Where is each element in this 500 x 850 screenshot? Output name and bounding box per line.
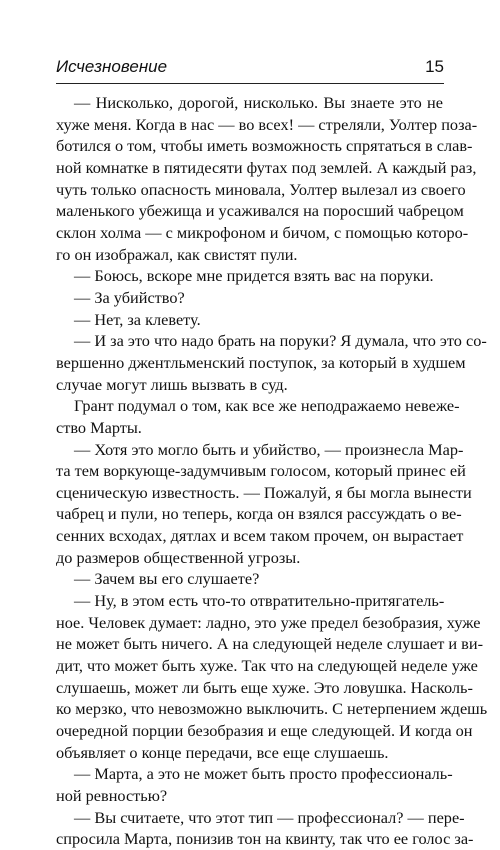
text-line: — Хотя это могло быть и убийство, — произнесла Мар- (74, 439, 464, 459)
text-line: — Вы считаете, что этот тип — профессионал? — пере- (74, 807, 465, 827)
running-title: Исчезновение (56, 57, 168, 76)
text-line: ное. Человек думает: ладно, это уже предел безобразия, хуже (56, 612, 481, 632)
text-line: го он изображал, как свистят пули. (56, 244, 298, 264)
text-line: склон холма — с микрофоном и бичом, с помощью которо- (56, 222, 469, 242)
text-line: — Нет, за клевету. (74, 309, 201, 329)
text-line: хуже меня. Когда в нас — во всех! — стреляли, Уолтер поза- (56, 114, 478, 134)
body-text (56, 92, 488, 850)
text-line: сценическую известность. — Пожалуй, я бы могла вынести (56, 482, 472, 502)
text-line: ко мерзко, что невозможно выключить. С нетерпением ждешь (56, 699, 488, 719)
text-line: та тем воркующе-задумчивым голосом, который принес ей (56, 461, 466, 481)
header-rule (56, 83, 444, 84)
text-line: вершенно джентльменский поступок, за который в худшем (56, 352, 466, 372)
page-number: 15 (425, 57, 444, 76)
running-header (56, 57, 444, 81)
text-line: ной ревностью? (56, 786, 168, 805)
text-line: — Ну, в этом есть что-то отвратительно-притягатель- (74, 591, 445, 611)
text-line: — И за это что надо брать на поруки? Я думала, что это со- (74, 331, 487, 351)
text-line: ство Марты. (56, 417, 142, 437)
text-line: очередной порции безобразия и еще следующей. И когда он (56, 721, 473, 741)
text-line: — Боюсь, вскоре мне придется взять вас на поруки. (74, 266, 434, 286)
text-line: чуть только опасность миновала, Уолтер вылезал из своего (56, 179, 466, 199)
text-line: не может быть ничего. А на следующей неделе слушает и ви- (56, 634, 483, 654)
text-line: слушаешь, может ли быть еще хуже. Это ловушка. Насколь- (56, 677, 473, 697)
text-line: сенних всходах, дятлах и всем таком прочем, он вырастает (56, 526, 464, 546)
text-line: чабрец и пули, но теперь, когда он взялся рассуждать о ве- (56, 504, 462, 524)
text-line: ной комнатке в пятидесяти футах под землей. А каждый раз, (56, 157, 477, 177)
text-line: — За убийство? (74, 287, 185, 307)
text-line: дит, что может быть хуже. Так что на следующей неделе уже (56, 656, 478, 676)
text-line: случае могут лишь вызвать в суд. (56, 374, 288, 394)
text-line: до размеров общественной угрозы. (56, 547, 301, 567)
text-line: — Зачем вы его слушаете? (74, 569, 260, 589)
text-line: спросила Марта, понизив тон на квинту, так что ее голос за- (56, 829, 474, 849)
text-line: ботился о том, чтобы иметь возможность спрятаться в слав- (56, 136, 473, 156)
text-line: Грант подумал о том, как все же неподражаемо невеже- (74, 396, 460, 416)
text-line: объявляет о конце передачи, все еще слушаешь. (56, 742, 389, 762)
text-line: — Нисколько, дорогой, нисколько. Вы знаете это не (74, 93, 443, 112)
text-line: — Марта, а это не может быть просто профессиональ- (74, 764, 453, 784)
text-line: маленького убежища и усаживался на поросший чабрецом (56, 201, 464, 221)
